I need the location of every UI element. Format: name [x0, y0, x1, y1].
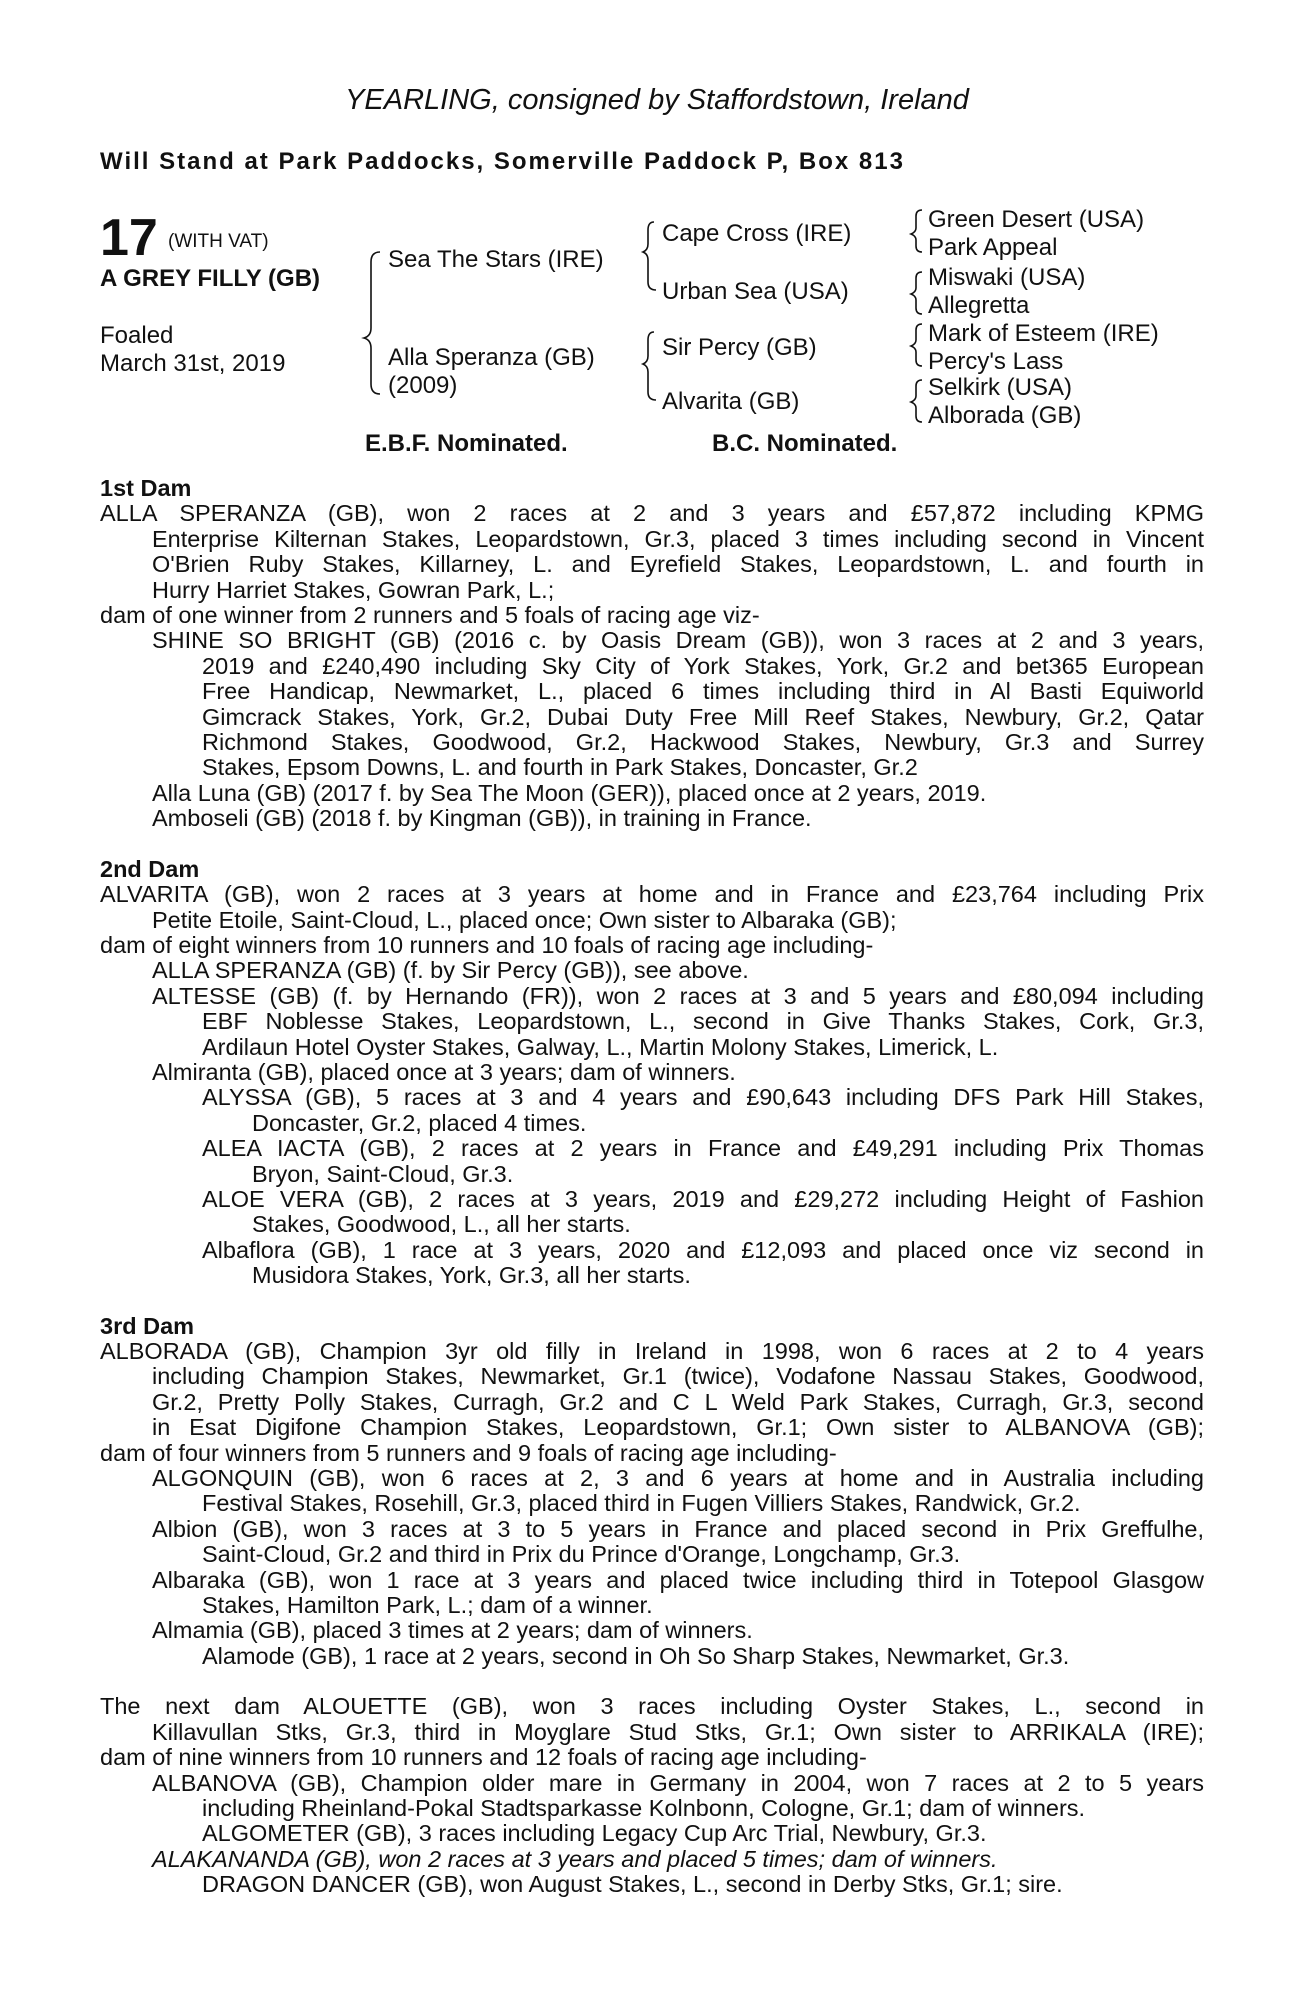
dam2-line-10: Doncaster, Gr.2, placed 4 times. — [252, 1109, 587, 1136]
dam3-line-11: Stakes, Hamilton Park, L.; dam of a winner. — [202, 1592, 653, 1619]
section-gap — [100, 1669, 1204, 1694]
dam2-line-1: ALVARITA (GB), won 2 races at 3 years at home and in France and £23,764 including Prix — [100, 881, 1204, 908]
pedigree-gen3-3: Miswaki (USA) — [928, 264, 1086, 291]
section-heading-3rd-dam: 3rd Dam — [100, 1312, 195, 1339]
foaled-label: Foaled — [100, 322, 174, 349]
next-dam-line-5: including Rheinland-Pokal Stadtsparkasse Kolnbonn, Cologne, Gr.1; dam of winners. — [202, 1794, 1086, 1821]
bracket-gen3-1 — [911, 210, 922, 252]
dam2-line-2: Petite Etoile, Saint-Cloud, L., placed once; Own sister to Albaraka (GB); — [152, 906, 897, 933]
bracket-gen3-4 — [911, 380, 922, 422]
bracket-gen2-dam — [643, 332, 656, 400]
dam2-line-4: ALLA SPERANZA (GB) (f. by Sir Percy (GB)), see above. — [152, 957, 749, 984]
pedigree-gen3-2: Park Appeal — [928, 234, 1058, 261]
foaled-date: March 31st, 2019 — [100, 350, 286, 377]
dam2-line-14: Stakes, Goodwood, L., all her starts. — [252, 1211, 631, 1238]
pedigree-gen3-4: Allegretta — [928, 292, 1030, 319]
lot-number: 17 — [100, 209, 158, 267]
pedigree-gen3-8: Alborada (GB) — [928, 402, 1082, 429]
catalogue-heading: YEARLING, consigned by Staffordstown, Ireland — [345, 84, 969, 116]
dam2-line-16: Musidora Stakes, York, Gr.3, all her starts. — [252, 1262, 691, 1289]
dam1-line-4: Hurry Harriet Stakes, Gowran Park, L.; — [152, 576, 555, 603]
dam3-line-3: Gr.2, Pretty Polly Stakes, Curragh, Gr.2 and C L Weld Park Stakes, Curragh, Gr.3, second — [152, 1388, 1204, 1415]
dam2-line-15: Albaflora (GB), 1 race at 3 years, 2020 and £12,093 and placed once viz second in — [202, 1236, 1204, 1263]
dam2-line-13: ALOE VERA (GB), 2 races at 3 years, 2019 and £29,272 including Height of Fashion — [202, 1185, 1204, 1212]
pedigree-dam-year: (2009) — [388, 372, 458, 399]
dam3-line-12: Almamia (GB), placed 3 times at 2 years; dam of winners. — [152, 1617, 753, 1644]
produce-record — [100, 476, 1204, 1898]
dam1-line-5: dam of one winner from 2 runners and 5 foals of racing age viz- — [100, 602, 760, 629]
dam1-line-9: Gimcrack Stakes, York, Gr.2, Dubai Duty Free Mill Reef Stakes, Newbury, Gr.2, Qatar — [202, 703, 1204, 730]
dam1-line-6: SHINE SO BRIGHT (GB) (2016 c. by Oasis Dream (GB)), won 3 races at 2 and 3 years, — [152, 627, 1204, 654]
vat-note: (WITH VAT) — [168, 231, 269, 252]
dam3-line-5: dam of four winners from 5 runners and 9 foals of racing age including- — [100, 1439, 837, 1466]
next-dam-line-8: DRAGON DANCER (GB), won August Stakes, L., second in Derby Stks, Gr.1; sire. — [202, 1871, 1063, 1898]
pedigree-gen3-7: Selkirk (USA) — [928, 374, 1073, 401]
dam3-line-8: Albion (GB), won 3 races at 3 to 5 years in France and placed second in Prix Greffulhe, — [152, 1515, 1204, 1542]
pedigree-gen3-5: Mark of Esteem (IRE) — [928, 320, 1159, 347]
dam3-line-4: in Esat Digifone Champion Stakes, Leopardstown, Gr.1; Own sister to ALBANOVA (GB); — [152, 1414, 1204, 1441]
pedigree-gen2-1: Cape Cross (IRE) — [662, 220, 852, 247]
dam1-line-11: Stakes, Epsom Downs, L. and fourth in Park Stakes, Doncaster, Gr.2 — [202, 754, 918, 781]
section-heading-1st-dam: 1st Dam — [100, 475, 192, 501]
bracket-gen2-sire — [643, 222, 656, 290]
dam1-line-1: ALLA SPERANZA (GB), won 2 races at 2 and 3 years and £57,872 including KPMG — [100, 500, 1204, 527]
bracket-gen1 — [364, 252, 380, 394]
dam2-line-11: ALEA IACTA (GB), 2 races at 2 years in France and £49,291 including Prix Thomas — [202, 1135, 1204, 1162]
section-gap — [100, 1289, 1204, 1314]
next-dam-line-2: Killavullan Stks, Gr.3, third in Moyglare Stud Stks, Gr.1; Own sister to ARRIKALA (IRE); — [152, 1718, 1204, 1745]
dam2-line-5: ALTESSE (GB) (f. by Hernando (FR)), won 2 races at 3 and 5 years and £80,094 including — [152, 982, 1204, 1009]
dam2-line-8: Almiranta (GB), placed once at 3 years; dam of winners. — [152, 1058, 736, 1085]
next-dam-line-1: The next dam ALOUETTE (GB), won 3 races including Oyster Stakes, L., second in — [100, 1693, 1204, 1720]
dam1-line-13: Amboseli (GB) (2018 f. by Kingman (GB)), in training in France. — [152, 805, 812, 832]
dam2-line-12: Bryon, Saint-Cloud, Gr.3. — [252, 1160, 514, 1187]
dam1-line-10: Richmond Stakes, Goodwood, Gr.2, Hackwood Stakes, Newbury, Gr.3 and Surrey — [202, 729, 1204, 756]
dam3-line-10: Albaraka (GB), won 1 race at 3 years and placed twice including third in Totepool Glasgow — [152, 1566, 1204, 1593]
pedigree-gen3-6: Percy's Lass — [928, 348, 1064, 375]
next-dam-line-4: ALBANOVA (GB), Champion older mare in Germany in 2004, won 7 races at 2 to 5 years — [152, 1769, 1204, 1796]
dam2-line-7: Ardilaun Hotel Oyster Stakes, Galway, L., Martin Molony Stakes, Limerick, L. — [202, 1033, 999, 1060]
pedigree-gen2-4: Alvarita (GB) — [662, 388, 800, 415]
dam3-line-1: ALBORADA (GB), Champion 3yr old filly in Ireland in 1998, won 6 races at 2 to 4 years — [100, 1338, 1204, 1364]
next-dam-line-7: ALAKANANDA (GB), won 2 races at 3 years and placed 5 times; dam of winners. — [152, 1845, 998, 1872]
next-dam-line-6: ALGOMETER (GB), 3 races including Legacy Cup Arc Trial, Newbury, Gr.3. — [202, 1820, 987, 1847]
section-gap — [100, 832, 1204, 857]
dam3-line-13: Alamode (GB), 1 race at 2 years, second in Oh So Sharp Stakes, Newmarket, Gr.3. — [202, 1642, 1070, 1669]
pedigree-gen2-2: Urban Sea (USA) — [662, 278, 849, 305]
bracket-gen3-3 — [911, 324, 922, 366]
dam2-line-6: EBF Noblesse Stakes, Leopardstown, L., second in Give Thanks Stakes, Cork, Gr.3, — [202, 1008, 1204, 1035]
dam1-line-12: Alla Luna (GB) (2017 f. by Sea The Moon (GER)), placed once at 2 years, 2019. — [152, 779, 987, 806]
dam2-line-3: dam of eight winners from 10 runners and 10 foals of racing age including- — [100, 931, 874, 958]
dam1-line-2: Enterprise Kilternan Stakes, Leopardstown, Gr.3, placed 3 times including second in Vincent — [152, 525, 1204, 552]
dam2-line-9: ALYSSA (GB), 5 races at 3 and 4 years and £90,643 including DFS Park Hill Stakes, — [202, 1084, 1204, 1111]
dam1-line-3: O'Brien Ruby Stakes, Killarney, L. and Eyrefield Stakes, Leopardstown, L. and fourth in — [152, 551, 1204, 578]
ebf-nominated: E.B.F. Nominated. — [365, 430, 568, 457]
dam3-line-9: Saint-Cloud, Gr.2 and third in Prix du Prince d'Orange, Longchamp, Gr.3. — [202, 1541, 961, 1568]
pedigree-sire: Sea The Stars (IRE) — [388, 246, 604, 273]
dam3-line-6: ALGONQUIN (GB), won 6 races at 2, 3 and 6 years at home and in Australia including — [152, 1465, 1204, 1492]
bracket-gen3-2 — [911, 272, 922, 314]
dam3-line-7: Festival Stakes, Rosehill, Gr.3, placed third in Fugen Villiers Stakes, Randwick, Gr.2. — [202, 1490, 1081, 1517]
pedigree-gen2-3: Sir Percy (GB) — [662, 334, 817, 361]
lot-description: A GREY FILLY (GB) — [100, 265, 321, 292]
section-heading-2nd-dam: 2nd Dam — [100, 855, 200, 882]
pedigree-dam: Alla Speranza (GB) — [388, 344, 595, 371]
stand-location: Will Stand at Park Paddocks, Somerville Paddock P, Box 813 — [100, 148, 905, 175]
next-dam-line-3: dam of nine winners from 10 runners and 12 foals of racing age including- — [100, 1744, 867, 1771]
dam1-line-8: Free Handicap, Newmarket, L., placed 6 times including third in Al Basti Equiworld — [202, 678, 1204, 705]
bc-nominated: B.C. Nominated. — [712, 430, 898, 457]
dam3-line-2: including Champion Stakes, Newmarket, Gr.1 (twice), Vodafone Nassau Stakes, Goodwood, — [152, 1363, 1204, 1390]
pedigree-gen3-1: Green Desert (USA) — [928, 206, 1145, 233]
dam1-line-7: 2019 and £240,490 including Sky City of York Stakes, York, Gr.2 and bet365 European — [202, 652, 1204, 679]
